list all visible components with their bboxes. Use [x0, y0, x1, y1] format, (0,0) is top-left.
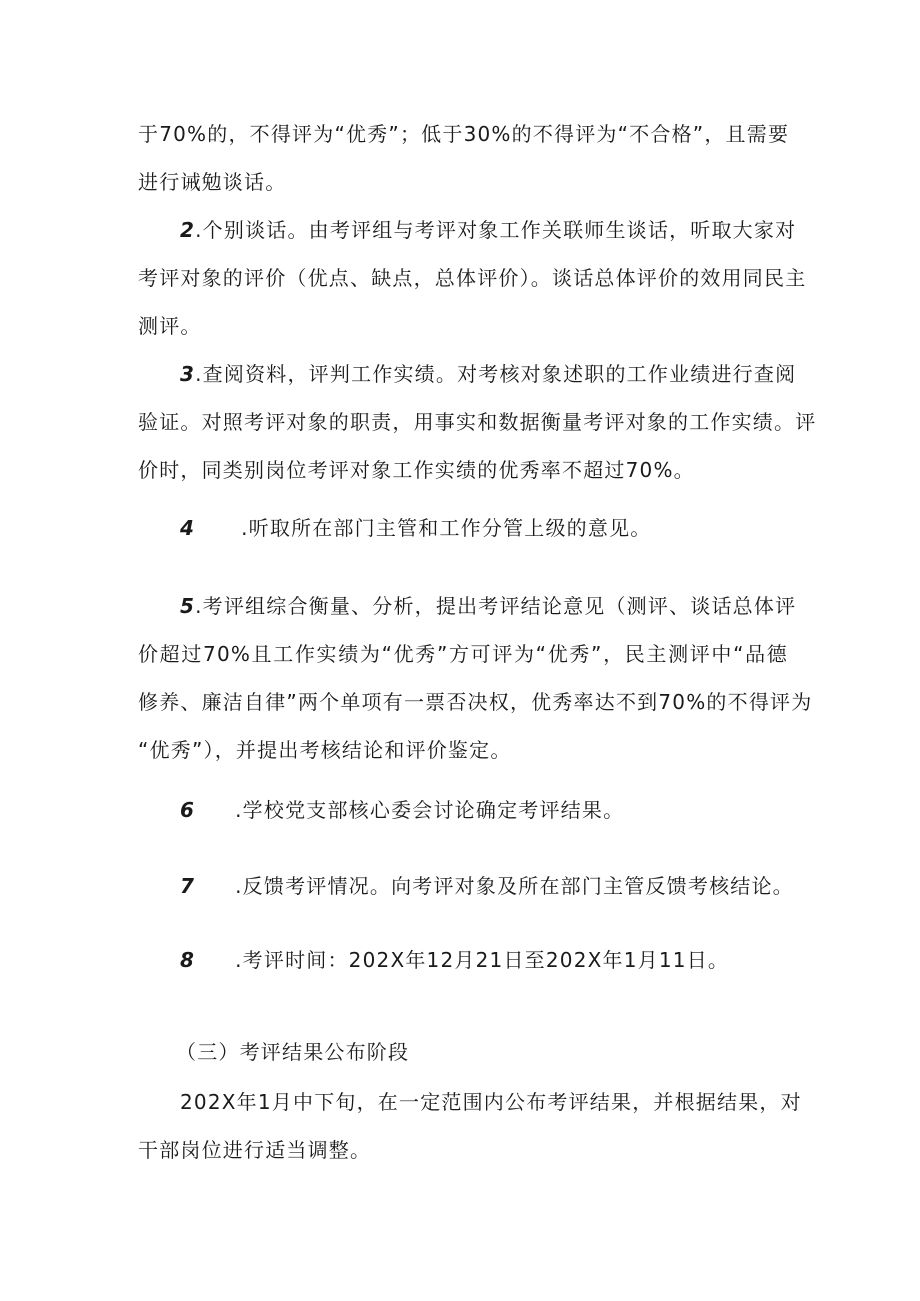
item2-number: 2: [180, 218, 196, 242]
item3-line2: 验证。对照考评对象的职责，用事实和数据衡量考评对象的工作实绩。评: [138, 410, 817, 434]
item6-text: .学校党支部核心委会讨论确定考评结果。: [235, 798, 625, 822]
item6-line: [180, 798, 788, 822]
item6-number: 6: [180, 798, 196, 822]
para1-line2: 进行诫勉谈话。: [138, 170, 287, 194]
section3-line1: 202X年1月中下旬，在一定范围内公布考评结果，并根据结果，对: [180, 1090, 802, 1114]
item8-number: 8: [180, 948, 196, 972]
item3-line1: [180, 362, 797, 386]
item4-number: 4: [180, 516, 196, 540]
item7-number: 7: [180, 874, 196, 898]
item5-line3: 修养、廉洁自律”两个单项有一票否决权，优秀率达不到70%的不得评为: [138, 690, 813, 714]
item5-line2: 价超过70%且工作实绩为“优秀”方可评为“优秀”，民主测评中“品德: [138, 642, 788, 666]
item2-line2: 考评对象的评价（优点、缺点，总体评价）。谈话总体评价的效用同民主: [138, 266, 807, 290]
item3-text: .查阅资料，评判工作实绩。对考核对象述职的工作业绩进行查阅: [195, 362, 797, 386]
item5-line4: “优秀”），并提出考核结论和评价鉴定。: [138, 738, 512, 762]
item5-text: .考评组综合衡量、分析，提出考评结论意见（测评、谈话总体评: [195, 594, 797, 618]
item2-line3: 测评。: [138, 314, 202, 338]
item4-line: [180, 516, 788, 540]
item5-line1: [180, 594, 797, 618]
section3-line2: 干部岗位进行适当调整。: [138, 1138, 372, 1162]
item2-text: .个别谈话。由考评组与考评对象工作关联师生谈话，听取大家对: [195, 218, 797, 242]
item7-line: [180, 874, 794, 898]
item2-line1: [180, 218, 797, 242]
item8-line: [180, 948, 788, 972]
item8-text: .考评时间：202X年12月21日至202X年1月11日。: [235, 948, 730, 972]
para1-line1: 于70%的，不得评为“优秀”；低于30%的不得评为“不合格”，且需要: [138, 122, 790, 146]
item7-text: .反馈考评情况。向考评对象及所在部门主管反馈考核结论。: [235, 874, 794, 898]
section3-heading: （三）考评结果公布阶段: [176, 1040, 410, 1064]
item3-line3: 价时，同类别岗位考评对象工作实绩的优秀率不超过70%。: [138, 458, 695, 482]
item4-text: .听取所在部门主管和工作分管上级的意见。: [241, 516, 652, 540]
item5-number: 5: [180, 594, 196, 618]
item3-number: 3: [180, 362, 196, 386]
